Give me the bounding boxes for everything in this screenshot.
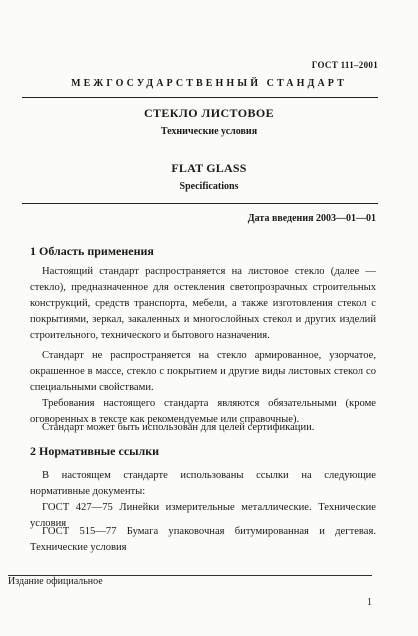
page-number: 1	[367, 597, 372, 608]
document-code: ГОСТ 111–2001	[311, 60, 378, 70]
paragraph: В настоящем стандарте использованы ссылки на следующие нормативные документы:	[30, 470, 376, 497]
reference-item: ГОСТ 427—75 Линейки измерительные металлические. Технические условия	[30, 502, 376, 529]
subtitle-en: Specifications	[179, 181, 239, 192]
introduction-date: Дата введения 2003—01—01	[247, 213, 376, 224]
title-divider	[22, 203, 378, 204]
paragraph: Стандарт может быть использован для целей сертификации.	[42, 422, 315, 433]
paragraph: Настоящий стандарт распространяется на листовое стекло (далее — стекло), предназначенное для остекления светопрозрачных строительных конструкций, средств транспорта, мебели, а также изготовления стекол с покрытиями, зеркал, закаленных и многослойных стекол и других изделий строительного, технического и бытового назначения.	[30, 266, 376, 341]
standard-type-header: МЕЖГОСУДАРСТВЕННЫЙ СТАНДАРТ	[71, 78, 347, 89]
subtitle-ru: Технические условия	[160, 126, 258, 137]
top-divider	[22, 97, 378, 98]
title-ru: СТЕКЛО ЛИСТОВОЕ	[143, 106, 275, 120]
section-heading-references: 2 Нормативные ссылки	[30, 444, 160, 458]
paragraph: Стандарт не распространяется на стекло армированное, узорчатое, окрашенное в массе, стекло с покрытием и другие виды листовых стекол со специальными свойствами.	[30, 350, 376, 393]
title-en: FLAT GLASS	[171, 161, 247, 175]
paragraph: Требования настоящего стандарта являются обязательными (кроме оговоренных в тексте как рекомендуемые или справочные).	[30, 398, 376, 425]
section-heading-scope: 1 Область применения	[30, 244, 154, 258]
reference-item: ГОСТ 515—77 Бумага упаковочная битумированная и дегтевая. Технические условия	[30, 526, 376, 553]
edition-note: Издание официальное	[8, 576, 103, 587]
